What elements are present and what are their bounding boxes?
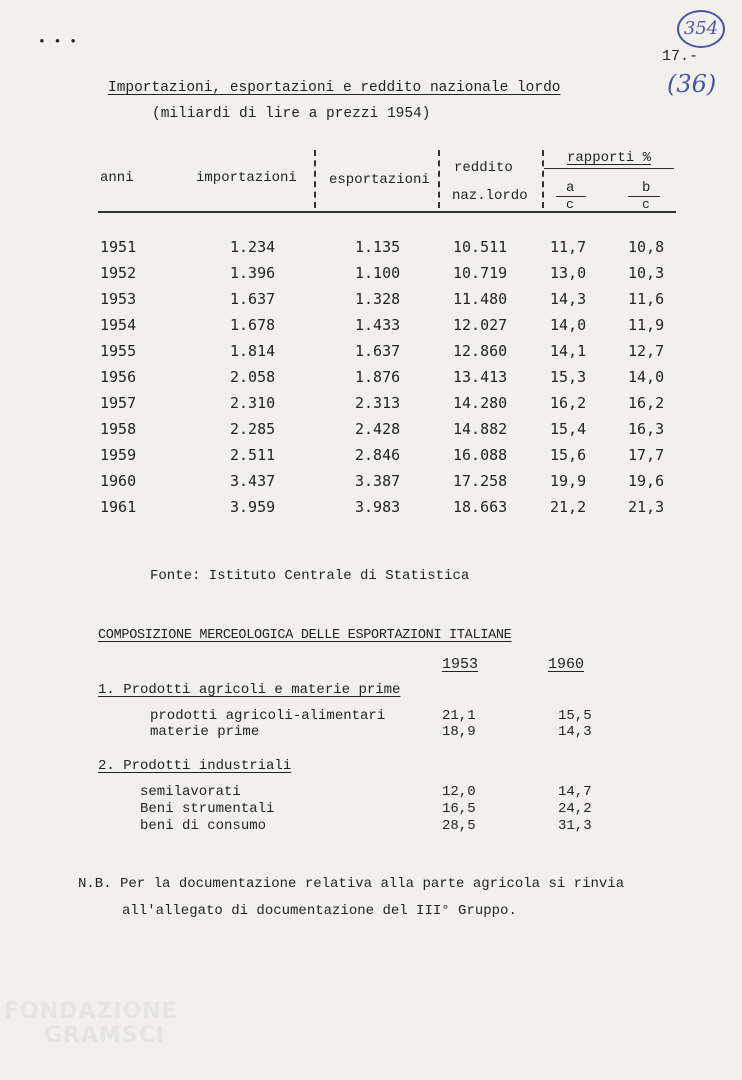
cell-ratio-a: 21,2 bbox=[550, 498, 587, 516]
cell-ratio-a: 15,6 bbox=[550, 446, 587, 464]
ratio-a-numerator: a bbox=[566, 180, 575, 196]
cell-esportazioni: 1.100 bbox=[355, 264, 401, 282]
archive-stamp-bracketed: (36) bbox=[667, 70, 717, 98]
table-row bbox=[0, 264, 742, 286]
cell-esportazioni: 2.428 bbox=[355, 420, 401, 438]
cell-ratio-b: 21,3 bbox=[628, 498, 665, 516]
table-row bbox=[0, 316, 742, 338]
table1-source: Fonte: Istituto Centrale di Statistica bbox=[150, 568, 470, 584]
cell-esportazioni: 1.328 bbox=[355, 290, 401, 308]
cell-ratio-a: 19,9 bbox=[550, 472, 587, 490]
item-value-1960: 15,5 bbox=[558, 708, 592, 724]
cell-esportazioni: 1.433 bbox=[355, 316, 401, 334]
cell-importazioni: 3.437 bbox=[230, 472, 276, 490]
col-header-rapporti: rapporti % bbox=[567, 150, 652, 166]
header-dots: • • • bbox=[38, 34, 78, 49]
cell-reddito: 12.027 bbox=[453, 316, 508, 334]
item-label: semilavorati bbox=[140, 784, 241, 800]
header-bottom-rule bbox=[98, 211, 676, 213]
note-line-2: all'allegato di documentazione del III° Gruppo. bbox=[122, 903, 517, 919]
ratio-b-denominator: c bbox=[642, 197, 650, 212]
cell-importazioni: 2.285 bbox=[230, 420, 276, 438]
cell-anno: 1960 bbox=[100, 472, 137, 490]
cell-importazioni: 1.814 bbox=[230, 342, 276, 360]
cell-reddito: 13.413 bbox=[453, 368, 508, 386]
cell-ratio-b: 17,7 bbox=[628, 446, 665, 464]
item-label: prodotti agricoli-alimentari bbox=[150, 708, 386, 724]
table-row bbox=[0, 368, 742, 390]
cell-reddito: 14.280 bbox=[453, 394, 508, 412]
ratio-a-denominator: c bbox=[566, 197, 574, 212]
table-row bbox=[0, 472, 742, 494]
cell-anno: 1955 bbox=[100, 342, 137, 360]
cell-anno: 1953 bbox=[100, 290, 137, 308]
cell-importazioni: 2.058 bbox=[230, 368, 276, 386]
watermark-logo bbox=[4, 1000, 178, 1048]
cell-reddito: 10.511 bbox=[453, 238, 508, 256]
cell-ratio-b: 10,3 bbox=[628, 264, 665, 282]
cell-reddito: 12.860 bbox=[453, 342, 508, 360]
cell-reddito: 14.882 bbox=[453, 420, 508, 438]
cell-importazioni: 3.959 bbox=[230, 498, 276, 516]
item-value-1960: 14,3 bbox=[558, 724, 592, 740]
cell-anno: 1951 bbox=[100, 238, 137, 256]
cell-importazioni: 1.637 bbox=[230, 290, 276, 308]
cell-reddito: 16.088 bbox=[453, 446, 508, 464]
cell-anno: 1961 bbox=[100, 498, 137, 516]
cell-ratio-a: 14,3 bbox=[550, 290, 587, 308]
cell-esportazioni: 1.876 bbox=[355, 368, 401, 386]
item-label: Beni strumentali bbox=[140, 801, 275, 817]
cell-esportazioni: 1.135 bbox=[355, 238, 401, 256]
cell-ratio-b: 16,2 bbox=[628, 394, 665, 412]
cell-ratio-b: 12,7 bbox=[628, 342, 665, 360]
col-header-importazioni: importazioni bbox=[196, 170, 297, 186]
cell-esportazioni: 3.983 bbox=[355, 498, 401, 516]
cell-anno: 1952 bbox=[100, 264, 137, 282]
group-heading bbox=[98, 682, 400, 698]
archive-stamp-number bbox=[677, 10, 725, 48]
item-value-1960: 31,3 bbox=[558, 818, 592, 834]
col-header-esportazioni: esportazioni bbox=[329, 172, 430, 188]
cell-ratio-a: 15,4 bbox=[550, 420, 587, 438]
cell-ratio-a: 11,7 bbox=[550, 238, 587, 256]
cell-importazioni: 2.511 bbox=[230, 446, 276, 464]
table-row bbox=[0, 446, 742, 468]
table2-year2: 1960 bbox=[548, 656, 585, 673]
cell-ratio-b: 19,6 bbox=[628, 472, 665, 490]
item-value-1960: 24,2 bbox=[558, 801, 592, 817]
cell-importazioni: 1.396 bbox=[230, 264, 276, 282]
table-row bbox=[0, 290, 742, 312]
cell-esportazioni: 2.313 bbox=[355, 394, 401, 412]
header-divider-1 bbox=[314, 150, 316, 208]
table1-subtitle: (miliardi di lire a prezzi 1954) bbox=[152, 106, 431, 122]
header-divider-3 bbox=[542, 150, 544, 208]
header-divider-2 bbox=[438, 150, 440, 208]
table2-year1: 1953 bbox=[442, 656, 479, 673]
ratio-b-numerator: b bbox=[642, 180, 651, 196]
item-label: materie prime bbox=[150, 724, 260, 740]
item-label: beni di consumo bbox=[140, 818, 267, 834]
cell-ratio-b: 11,9 bbox=[628, 316, 665, 334]
cell-ratio-b: 10,8 bbox=[628, 238, 665, 256]
rapporti-underline bbox=[544, 168, 674, 169]
table-row bbox=[0, 498, 742, 520]
table-row bbox=[0, 394, 742, 416]
table2-title: COMPOSIZIONE MERCEOLOGICA DELLE ESPORTAZIONI ITALIANE bbox=[98, 628, 512, 643]
item-value-1953: 21,1 bbox=[442, 708, 476, 724]
cell-anno: 1957 bbox=[100, 394, 137, 412]
cell-anno: 1959 bbox=[100, 446, 137, 464]
watermark-line-1: FONDAZIONE bbox=[4, 999, 178, 1024]
table-row bbox=[0, 342, 742, 364]
col-header-reddito: reddito bbox=[454, 160, 513, 176]
group-label: 2. Prodotti industriali bbox=[98, 758, 292, 774]
cell-anno: 1958 bbox=[100, 420, 137, 438]
item-value-1953: 12,0 bbox=[442, 784, 476, 800]
cell-ratio-a: 13,0 bbox=[550, 264, 587, 282]
cell-ratio-a: 14,1 bbox=[550, 342, 587, 360]
cell-ratio-b: 16,3 bbox=[628, 420, 665, 438]
item-value-1953: 18,9 bbox=[442, 724, 476, 740]
cell-esportazioni: 2.846 bbox=[355, 446, 401, 464]
item-value-1960: 14,7 bbox=[558, 784, 592, 800]
group-label: 1. Prodotti agricoli e materie prime bbox=[98, 682, 401, 698]
cell-reddito: 10.719 bbox=[453, 264, 508, 282]
table-row bbox=[0, 420, 742, 442]
page-number: 17.- bbox=[662, 48, 699, 65]
item-value-1953: 28,5 bbox=[442, 818, 476, 834]
cell-anno: 1956 bbox=[100, 368, 137, 386]
cell-reddito: 17.258 bbox=[453, 472, 508, 490]
table-row bbox=[0, 238, 742, 260]
cell-ratio-a: 15,3 bbox=[550, 368, 587, 386]
cell-anno: 1954 bbox=[100, 316, 137, 334]
cell-importazioni: 2.310 bbox=[230, 394, 276, 412]
item-value-1953: 16,5 bbox=[442, 801, 476, 817]
cell-importazioni: 1.234 bbox=[230, 238, 276, 256]
cell-ratio-a: 14,0 bbox=[550, 316, 587, 334]
group-heading bbox=[98, 758, 291, 774]
cell-importazioni: 1.678 bbox=[230, 316, 276, 334]
watermark-line-2: GRAMSCI bbox=[44, 1023, 166, 1048]
cell-esportazioni: 3.387 bbox=[355, 472, 401, 490]
cell-reddito: 18.663 bbox=[453, 498, 508, 516]
table1-title: Importazioni, esportazioni e reddito nazionale lordo bbox=[108, 80, 561, 96]
note-line-1: N.B. Per la documentazione relativa alla parte agricola si rinvia bbox=[78, 876, 625, 892]
stamp-number-text: 354 bbox=[683, 18, 719, 39]
cell-esportazioni: 1.637 bbox=[355, 342, 401, 360]
col-header-anni: anni bbox=[100, 170, 134, 186]
col-header-naz-lordo: naz.lordo bbox=[452, 188, 528, 204]
cell-reddito: 11.480 bbox=[453, 290, 508, 308]
cell-ratio-a: 16,2 bbox=[550, 394, 587, 412]
cell-ratio-b: 14,0 bbox=[628, 368, 665, 386]
cell-ratio-b: 11,6 bbox=[628, 290, 665, 308]
